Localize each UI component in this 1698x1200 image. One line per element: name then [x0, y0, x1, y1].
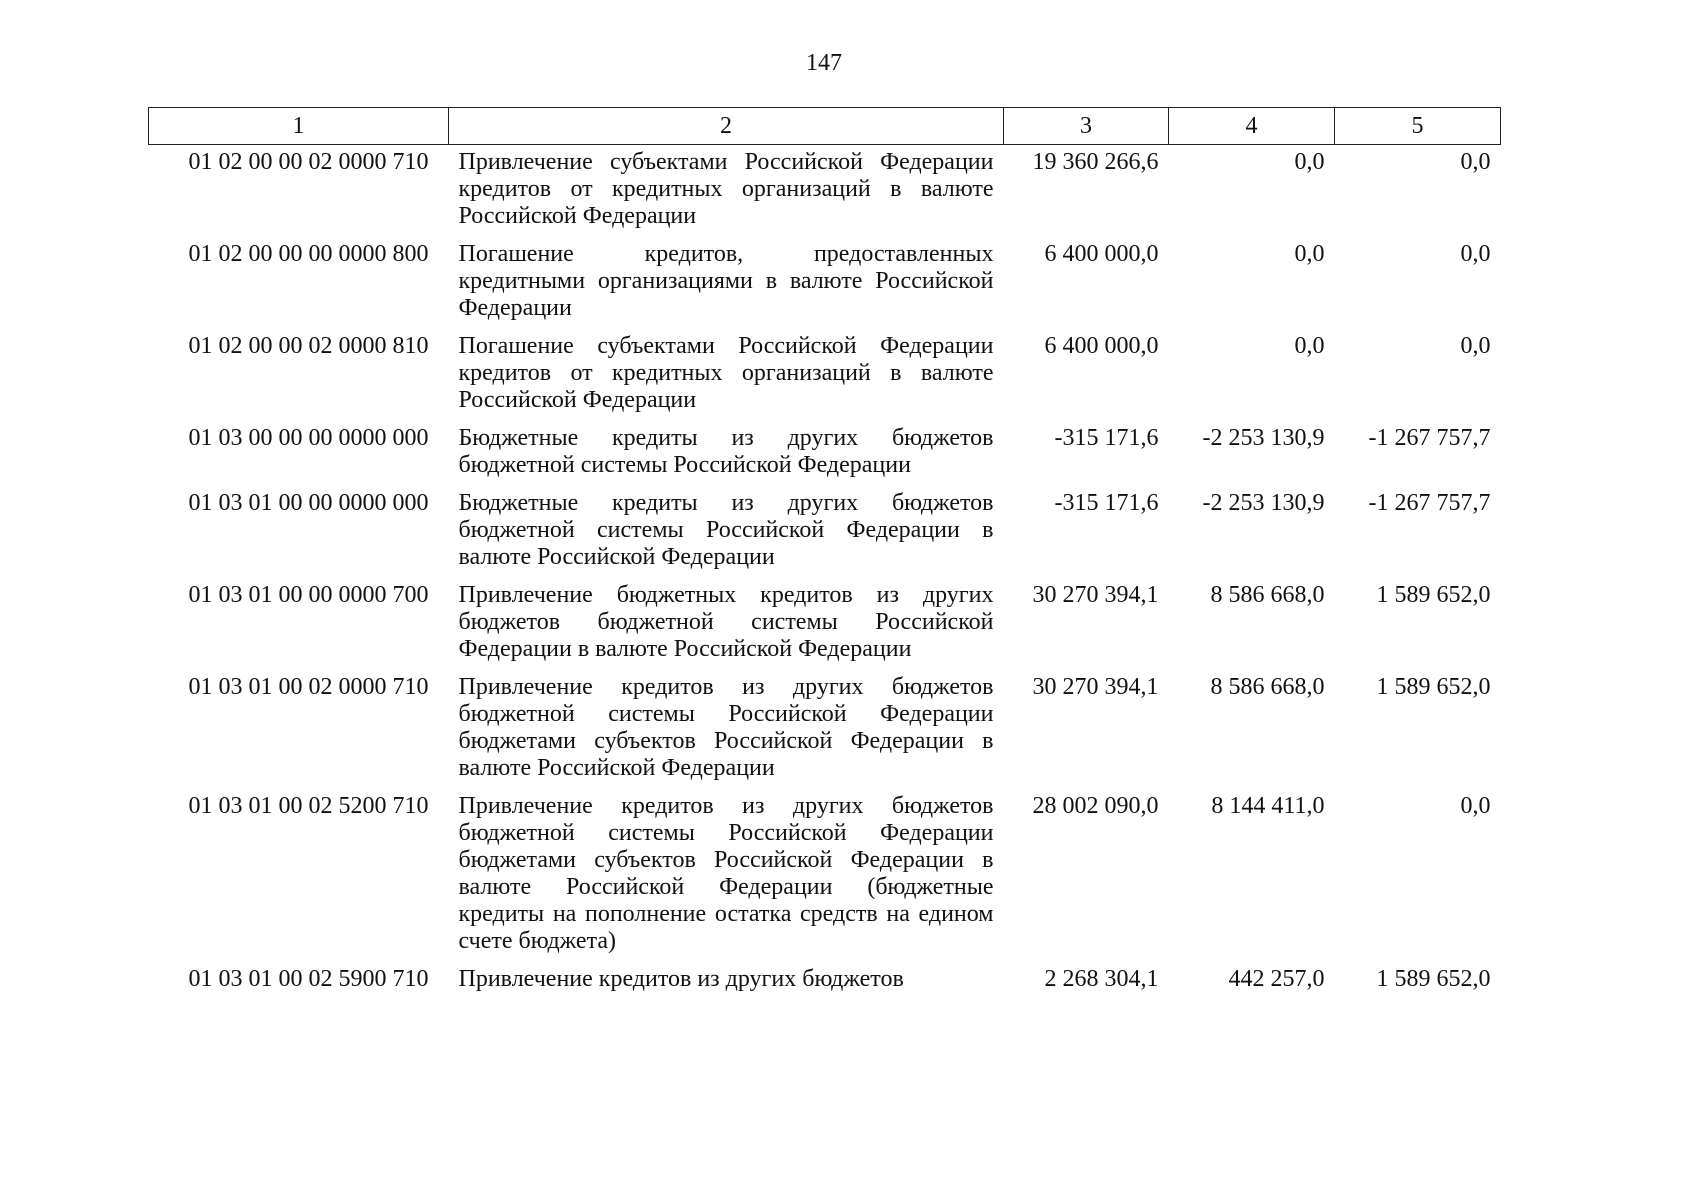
amount-col-3: 6 400 000,0: [1044, 241, 1159, 267]
budget-sources-table: [148, 107, 1501, 1004]
amount-col-5: 1 589 652,0: [1376, 966, 1491, 992]
budget-code: 01 02 00 00 00 0000 800: [188, 241, 429, 267]
amount-col-3: -315 171,6: [1054, 490, 1159, 516]
table-row: [149, 490, 1501, 582]
table-row: [149, 333, 1501, 425]
amount-col-3: -315 171,6: [1054, 425, 1159, 451]
amount-col-4: 442 257,0: [1228, 966, 1325, 992]
table-row: [149, 793, 1501, 966]
table-row: [149, 145, 1501, 242]
budget-code: 01 03 01 00 02 5200 710: [188, 793, 429, 819]
budget-code: 01 03 00 00 00 0000 000: [188, 425, 429, 451]
header-col-5: 5: [1335, 108, 1501, 145]
item-name: Бюджетные кредиты из других бюджетов бюджетной системы Российской Федерации в валюте Российской Федерации: [458, 490, 994, 570]
budget-code: 01 03 01 00 02 0000 710: [188, 674, 429, 700]
table-body: [149, 145, 1501, 1005]
amount-col-5: 0,0: [1460, 333, 1491, 359]
table-row: [149, 241, 1501, 333]
item-name: Бюджетные кредиты из других бюджетов бюджетной системы Российской Федерации: [458, 425, 994, 478]
budget-code: 01 03 01 00 02 5900 710: [188, 966, 429, 992]
header-col-3: 3: [1004, 108, 1169, 145]
amount-col-3: 2 268 304,1: [1044, 966, 1159, 992]
table-row: [149, 582, 1501, 674]
budget-code: 01 03 01 00 00 0000 000: [188, 490, 429, 516]
item-name: Погашение кредитов, предоставленных кредитными организациями в валюте Российской Федерации: [458, 241, 994, 321]
amount-col-4: 0,0: [1294, 333, 1325, 359]
header-col-4: 4: [1169, 108, 1335, 145]
amount-col-4: 8 144 411,0: [1211, 793, 1325, 819]
amount-col-3: 19 360 266,6: [1032, 149, 1159, 175]
table-row: [149, 966, 1501, 1004]
page-number: 147: [806, 50, 842, 76]
budget-code: 01 02 00 00 02 0000 810: [188, 333, 429, 359]
amount-col-5: 0,0: [1460, 241, 1491, 267]
amount-col-4: -2 253 130,9: [1202, 425, 1325, 451]
amount-col-3: 30 270 394,1: [1032, 582, 1159, 608]
amount-col-5: 1 589 652,0: [1376, 674, 1491, 700]
header-col-2: 2: [449, 108, 1004, 145]
item-name: Привлечение бюджетных кредитов из других бюджетов бюджетной системы Российской Федерации в валюте Российской Федерации: [458, 582, 994, 662]
amount-col-5: -1 267 757,7: [1368, 425, 1491, 451]
budget-code: 01 02 00 00 02 0000 710: [188, 149, 429, 175]
item-name: Привлечение кредитов из других бюджетов: [458, 966, 904, 992]
item-name: Привлечение субъектами Российской Федерации кредитов от кредитных организаций в валюте Российской Федерации: [458, 149, 994, 229]
table-header: [149, 108, 1501, 145]
table-row: [149, 425, 1501, 490]
amount-col-4: -2 253 130,9: [1202, 490, 1325, 516]
header-row: [149, 108, 1501, 145]
budget-code: 01 03 01 00 00 0000 700: [188, 582, 429, 608]
amount-col-4: 0,0: [1294, 149, 1325, 175]
amount-col-3: 6 400 000,0: [1044, 333, 1159, 359]
item-name: Привлечение кредитов из других бюджетов бюджетной системы Российской Федерации бюджетами субъектов Российской Федерации в валюте Российской Федерации (бюджетные кредиты на пополнение остатка средств на едином счете бюджета): [458, 793, 994, 954]
amount-col-5: 1 589 652,0: [1376, 582, 1491, 608]
header-col-1: 1: [149, 108, 449, 145]
amount-col-4: 8 586 668,0: [1210, 674, 1325, 700]
amount-col-4: 8 586 668,0: [1210, 582, 1325, 608]
item-name: Привлечение кредитов из других бюджетов бюджетной системы Российской Федерации бюджетами субъектов Российской Федерации в валюте Российской Федерации: [458, 674, 994, 781]
table-row: [149, 674, 1501, 793]
amount-col-5: 0,0: [1460, 149, 1491, 175]
amount-col-3: 28 002 090,0: [1032, 793, 1159, 819]
item-name: Погашение субъектами Российской Федерации кредитов от кредитных организаций в валюте Российской Федерации: [458, 333, 994, 413]
amount-col-3: 30 270 394,1: [1032, 674, 1159, 700]
amount-col-5: -1 267 757,7: [1368, 490, 1491, 516]
amount-col-4: 0,0: [1294, 241, 1325, 267]
amount-col-5: 0,0: [1460, 793, 1491, 819]
